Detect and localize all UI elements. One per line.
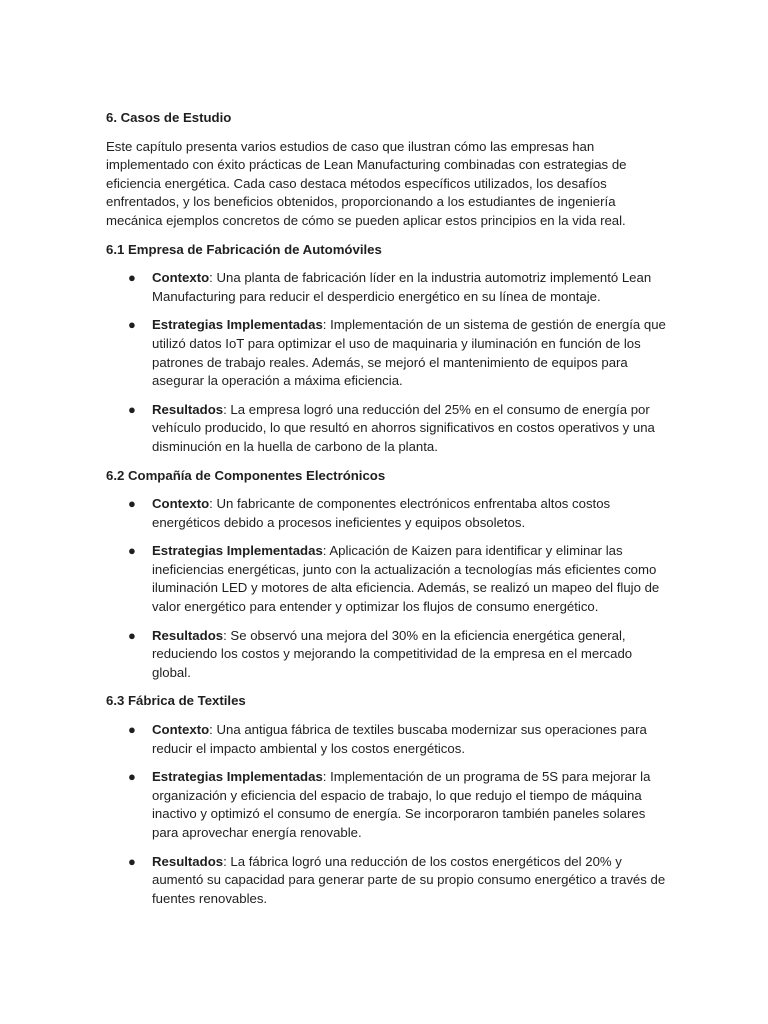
item-text: : Una antigua fábrica de textiles buscaba modernizar sus operaciones para reducir el impacto ambiental y los costos energéticos. <box>152 722 647 756</box>
item-term: Contexto <box>152 722 210 738</box>
list-item <box>106 401 666 457</box>
bullet-icon: ● <box>128 627 136 643</box>
bullet-icon: ● <box>128 853 136 869</box>
bullet-icon: ● <box>128 270 136 286</box>
document-page <box>106 109 666 918</box>
item-term: Resultados <box>152 627 224 643</box>
list-item <box>106 542 666 616</box>
item-text: : La fábrica logró una reducción de los costos energéticos del 20% y aumentó su capacidad para generar parte de su propio consumo energético a través de fuentes renovables. <box>152 853 666 906</box>
chapter-title: 6. Casos de Estudio <box>106 110 232 125</box>
list-item <box>106 316 666 390</box>
section-list-6-3 <box>106 721 666 908</box>
bullet-icon: ● <box>128 401 136 417</box>
list-item <box>106 721 666 758</box>
section-list-6-1 <box>106 269 666 456</box>
section-title-6-3: 6.3 Fábrica de Textiles <box>106 693 246 709</box>
item-term: Estrategias Implementadas <box>152 543 323 559</box>
item-text: : Una planta de fabricación líder en la industria automotriz implementó Lean Manufacturing para reducir el desperdicio energético en su línea de montaje. <box>152 270 652 304</box>
section-title-6-2: 6.2 Compañía de Componentes Electrónicos <box>106 467 386 483</box>
item-text: : Se observó una mejora del 30% en la eficiencia energética general, reduciendo los costos y mejorando la competitividad de la empresa en el mercado global. <box>152 627 633 680</box>
list-item <box>106 627 666 683</box>
bullet-icon: ● <box>128 722 136 738</box>
item-text: : Implementación de un sistema de gestión de energía que utilizó datos IoT para optimizar el uso de maquinaria y iluminación en función de los patrones de trabajo reales. Además, se mejoró el mantenimiento de equipos para asegurar la operación a máxima eficiencia. <box>152 317 666 389</box>
item-term: Resultados <box>152 401 224 417</box>
item-term: Contexto <box>152 496 210 512</box>
list-item <box>106 768 666 842</box>
section-title-6-1: 6.1 Empresa de Fabricación de Automóviles <box>106 241 382 257</box>
list-item <box>106 269 666 306</box>
bullet-icon: ● <box>128 496 136 512</box>
item-text: : Implementación de un programa de 5S para mejorar la organización y eficiencia del espacio de trabajo, lo que redujo el tiempo de máquina inactivo y optimizó el consumo de energía. Se incorporaron también paneles solares para aprovechar energía renovable. <box>152 769 651 840</box>
bullet-icon: ● <box>128 769 136 785</box>
item-text: : Aplicación de Kaizen para identificar y eliminar las ineficiencias energéticas, junto con la actualización a tecnologías más eficientes como iluminación LED y motores de alta eficiencia. Además, se realizó un mapeo del flujo de valor energético para entender y optimizar los flujos de consumo energético. <box>152 543 660 615</box>
bullet-icon: ● <box>128 317 136 333</box>
bullet-icon: ● <box>128 543 136 559</box>
item-term: Contexto <box>152 270 210 286</box>
list-item <box>106 495 666 532</box>
intro-paragraph: Este capítulo presenta varios estudios de caso que ilustran cómo las empresas han implementado con éxito prácticas de Lean Manufacturing combinadas con estrategias de eficiencia energética. Cada caso destaca métodos específicos utilizados, los desafíos enfrentados, y los beneficios obtenidos, proporcionando a los estudiantes de ingeniería mecánica ejemplos concretos de cómo se pueden aplicar estos principios en la vida real. <box>106 138 627 228</box>
item-text: : La empresa logró una reducción del 25% en el consumo de energía por vehículo producido, lo que resultó en ahorros significativos en costos operativos y una disminución en la huella de carbono de la planta. <box>152 401 655 454</box>
list-item <box>106 853 666 909</box>
section-list-6-2 <box>106 495 666 682</box>
item-text: : Un fabricante de componentes electrónicos enfrentaba altos costos energéticos debido a procesos ineficientes y equipos obsoletos. <box>152 496 611 530</box>
item-term: Estrategias Implementadas <box>152 769 323 785</box>
item-term: Resultados <box>152 853 224 869</box>
item-term: Estrategias Implementadas <box>152 317 323 333</box>
